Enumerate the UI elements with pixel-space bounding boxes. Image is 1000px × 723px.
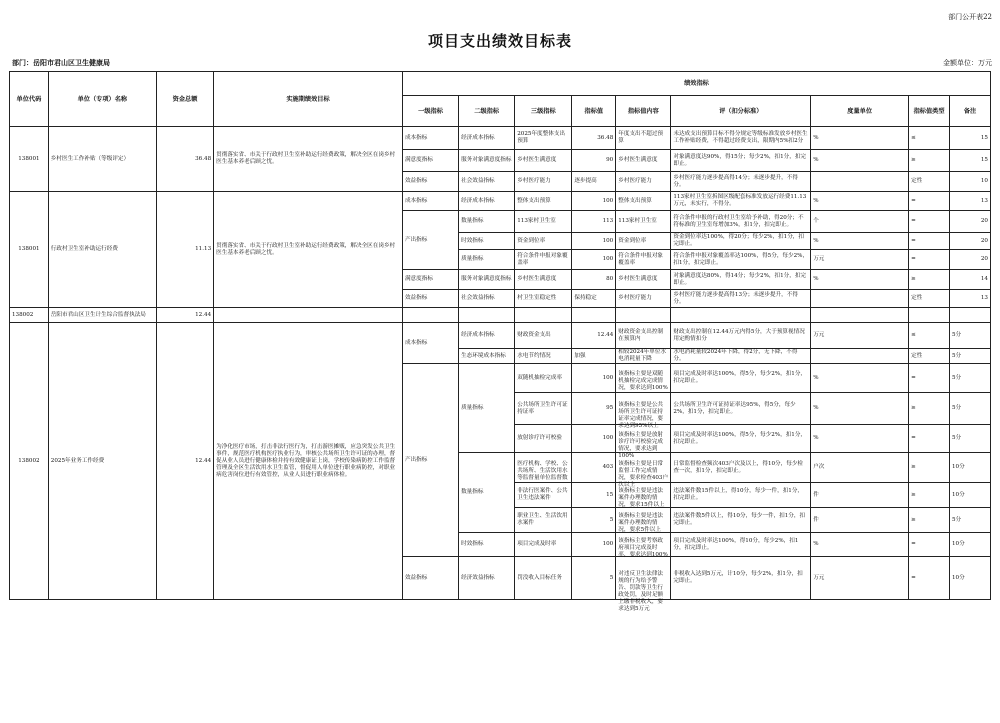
remark-cell: 13 <box>950 290 991 308</box>
remark-cell: 20 <box>950 233 991 250</box>
measure-unit-cell: 万元 <box>811 250 909 270</box>
measure-unit-cell: % <box>811 393 909 425</box>
value-type-cell: = <box>909 557 950 600</box>
level3-cell: 罚没收入目标任务 <box>515 557 572 600</box>
value-content-cell: 该指标主要是公共场所卫生许可证持证率完成情况，要求达到95%以上 <box>616 393 671 425</box>
header-target: 实施期绩效目标 <box>214 72 403 127</box>
empty-cell <box>515 308 572 323</box>
amount-cell: 12.44 <box>156 323 213 600</box>
value-type-cell: = <box>909 364 950 393</box>
scoring-cell: 公共场所卫生许可证持证率达95%，得5分，每少2%，扣1分，扣完即止。 <box>671 393 811 425</box>
level2-cell: 服务对象满意度指标 <box>459 270 515 290</box>
value-cell: 403 <box>572 453 616 483</box>
header-value-content: 指标值内容 <box>616 96 671 127</box>
value-type-cell: ≥ <box>909 270 950 290</box>
level1-cell: 产出指标 <box>402 211 458 270</box>
level3-cell: 职业卫生、生活饮用水案件 <box>515 508 572 533</box>
department-label: 部门：岳阳市君山区卫生健康局 <box>12 58 110 67</box>
measure-unit-cell: % <box>811 150 909 172</box>
value-cell: 36.48 <box>572 127 616 150</box>
value-content-cell: 该指标主要是双随机抽检完成完成情况，要求达到100% <box>616 364 671 393</box>
level3-cell: 财政资金支出 <box>515 323 572 349</box>
empty-cell <box>950 308 991 323</box>
value-cell: 100 <box>572 533 616 557</box>
level3-cell: 非法行医案件、公共卫生违法案件 <box>515 483 572 508</box>
value-cell: 90 <box>572 150 616 172</box>
measure-unit-cell: % <box>811 270 909 290</box>
remark-cell: 20 <box>950 211 991 233</box>
level2-cell: 社会效益指标 <box>459 290 515 308</box>
level2-cell: 经济成本指标 <box>459 323 515 349</box>
level1-cell: 成本指标 <box>402 192 458 211</box>
table-body <box>10 127 991 612</box>
value-cell: 113 <box>572 211 616 233</box>
level1-cell: 效益指标 <box>402 557 458 600</box>
empty-cell <box>214 308 403 323</box>
value-type-cell: ≥ <box>909 393 950 425</box>
remark-cell: 15 <box>950 127 991 150</box>
measure-unit-cell: 件 <box>811 483 909 508</box>
value-type-cell: ≥ <box>909 453 950 483</box>
measure-unit-cell <box>811 290 909 308</box>
unit-code-cell: 138001 <box>10 127 49 192</box>
scoring-cell: 非税收入达到5万元，计10分，每少2%，扣1分，扣完即止。 <box>671 557 811 600</box>
value-content-cell: 该指标主要是违法案件办理数的情况，要求5件以上 <box>616 508 671 533</box>
header-scoring: 评（扣分标准） <box>671 96 811 127</box>
target-cell: 为净化医疗市场，打击非法行医行为，打击游医摊贩，应急突发公共卫生事件，规范医疗机构医疗执业行为，审核公共场所卫生许可证的办理，督促从业人员进行健康体检并持有效健康证上岗，学校传染病防控工作监督管理及全区生活饮用水卫生监管，督促用人单位进行职业病防控，对职业病危害岗位进行有效管控，从业人员进行职业病体检。 <box>214 323 403 600</box>
scoring-cell: 符合条件申报对象覆盖率达100%，得5分，每少2%，扣1分，扣完即止。 <box>671 250 811 270</box>
value-type-cell: = <box>909 233 950 250</box>
remark-cell: 5分 <box>950 425 991 453</box>
level2-cell: 社会效益指标 <box>459 172 515 192</box>
level3-cell: 符合条件申报对象覆盖率 <box>515 250 572 270</box>
value-cell: 12.44 <box>572 323 616 349</box>
value-content-cell: 符合条件申报对象覆盖率 <box>616 250 671 270</box>
unit-code-cell: 138002 <box>10 323 49 600</box>
remark-cell: 13 <box>950 192 991 211</box>
level1-cell: 成本指标 <box>402 127 458 150</box>
level2-cell: 数量指标 <box>459 453 515 533</box>
measure-unit-cell: % <box>811 425 909 453</box>
empty-cell <box>811 308 909 323</box>
remark-cell: 10分 <box>950 483 991 508</box>
table-row <box>10 192 991 211</box>
scoring-cell: 对象满意度达80%，得14分；每少2%，扣1分，扣完即止。 <box>671 270 811 290</box>
remark-cell: 10分 <box>950 453 991 483</box>
value-content-cell: 乡村医生满意度 <box>616 150 671 172</box>
page-title: 项目支出绩效目标表 <box>427 32 572 50</box>
value-cell: 100 <box>572 425 616 453</box>
value-content-cell: 该指标主要是违法案件办理数的情况，要求15件以上 <box>616 483 671 508</box>
level2-cell: 经济成本指标 <box>459 192 515 211</box>
value-content-cell: 整体支出预算 <box>616 192 671 211</box>
amount-unit-label: 金额单位：万元 <box>943 59 992 67</box>
header-value-type: 指标值类型 <box>909 96 950 127</box>
value-cell: 保持稳定 <box>572 290 616 308</box>
level3-cell: 放射诊疗许可校验 <box>515 425 572 453</box>
value-type-cell: = <box>909 533 950 557</box>
value-type-cell: ≤ <box>909 127 950 150</box>
level1-cell: 效益指标 <box>402 290 458 308</box>
level3-cell: 113家村卫生室 <box>515 211 572 233</box>
value-content-cell: 对违反卫生法律法规的行为给予警告、罚款等卫生行政处罚，及时足额上缴非税收入，要求达到5万元 <box>616 557 671 600</box>
measure-unit-cell: % <box>811 192 909 211</box>
unit-code-cell: 138001 <box>10 192 49 308</box>
value-content-cell: 乡村医疗能力 <box>616 172 671 192</box>
value-cell: 95 <box>572 393 616 425</box>
level2-cell: 经济效益指标 <box>459 557 515 600</box>
header-value: 指标值 <box>572 96 616 127</box>
header-indicators: 绩效指标 <box>402 72 990 96</box>
value-cell: 5 <box>572 508 616 533</box>
scoring-cell: 日常监督检查频次403户次及以上，得10分，每少检查一次，扣1分，扣完即止。 <box>671 453 811 483</box>
value-type-cell: = <box>909 425 950 453</box>
scoring-cell: 113家村卫生室拆图区级配套标准发放运行经费11.13万元，未实行，不得分。 <box>671 192 811 211</box>
header-unit-code: 单位代码 <box>10 72 49 127</box>
value-content-cell: 乡村医生满意度 <box>616 270 671 290</box>
scoring-cell: 对象满意度达90%，得15分；每少2%，扣1分，扣完即止。 <box>671 150 811 172</box>
table-row <box>10 323 991 349</box>
level3-cell: 乡村医生满意度 <box>515 150 572 172</box>
scoring-cell: 项目完成及时率达100%，得5分，每少2%，扣1分，扣完即止。 <box>671 364 811 393</box>
header-level2: 二级指标 <box>459 96 515 127</box>
value-cell: 逐步提高 <box>572 172 616 192</box>
header-measure-unit: 度量单位 <box>811 96 909 127</box>
measure-unit-cell: 件 <box>811 508 909 533</box>
scoring-cell: 财政支出控制在12.44万元内得5分，大于预算视情况用定酌情扣分 <box>671 323 811 349</box>
level2-cell: 时效指标 <box>459 233 515 250</box>
scoring-cell: 违法案件数5件以上，得10分，每少一件，扣1分，扣完即止。 <box>671 508 811 533</box>
header-unit-name: 单位（专项）名称 <box>48 72 156 127</box>
page-number: 部门公开表22 <box>948 13 992 21</box>
value-type-cell: 定性 <box>909 349 950 364</box>
value-cell: 15 <box>572 483 616 508</box>
value-type-cell: ≤ <box>909 323 950 349</box>
target-cell: 贯彻落实省、市关于行政村卫生室补助运行经费政策，解决全区在岗乡村医生基本养老后顾之忧。 <box>214 127 403 192</box>
scoring-cell: 乡村医疗能力逐步提高得14分；未逐步提升，不得分。 <box>671 172 811 192</box>
measure-unit-cell: % <box>811 233 909 250</box>
table-row <box>10 127 991 150</box>
header-remark: 备注 <box>950 96 991 127</box>
level1-cell: 成本指标 <box>402 323 458 364</box>
value-type-cell: = <box>909 192 950 211</box>
measure-unit-cell: % <box>811 127 909 150</box>
value-content-cell: 乡村医疗能力 <box>616 290 671 308</box>
scoring-cell: 符合条件申报的行政村卫生室给予补助，得20分；不符标准的卫生室每增加3%，扣1分，扣完即止。 <box>671 211 811 233</box>
value-type-cell: 定性 <box>909 172 950 192</box>
value-cell: 100 <box>572 192 616 211</box>
scoring-cell: 水电消耗量较2024年下降，得2分，无下降，不得分。 <box>671 349 811 364</box>
value-cell: 100 <box>572 364 616 393</box>
performance-table <box>9 71 991 612</box>
remark-cell: 14 <box>950 270 991 290</box>
level2-cell: 时效指标 <box>459 533 515 557</box>
measure-unit-cell: % <box>811 364 909 393</box>
measure-unit-cell <box>811 172 909 192</box>
level1-cell: 产出指标 <box>402 364 458 557</box>
value-type-cell: ≥ <box>909 150 950 172</box>
remark-cell: 5分 <box>950 323 991 349</box>
scoring-cell: 乡村医疗能力逐步提高得13分；未逐步提升，不得分。 <box>671 290 811 308</box>
header-total-funds: 资金总额 <box>156 72 213 127</box>
value-type-cell: = <box>909 211 950 233</box>
value-content-cell: 年度支出不超过预算 <box>616 127 671 150</box>
unit-code-cell: 138002 <box>10 308 49 323</box>
value-cell: 加强 <box>572 349 616 364</box>
value-type-cell: ≥ <box>909 483 950 508</box>
value-type-cell: ≥ <box>909 508 950 533</box>
value-cell: 100 <box>572 233 616 250</box>
value-content-cell: 该指标主要是日常监督工作完成情况，要求检查403户次以上 <box>616 453 671 483</box>
value-content-cell: 该指标主要考察政府项目完成及时率，要求达到100% <box>616 533 671 557</box>
level2-cell: 经济成本指标 <box>459 127 515 150</box>
level3-cell: 医疗机构、学校、公共场所、生活饮用水等监督量单位监督数 <box>515 453 572 483</box>
level3-cell: 乡村医生满意度 <box>515 270 572 290</box>
measure-unit-cell: 万元 <box>811 323 909 349</box>
level2-cell: 数量指标 <box>459 211 515 233</box>
remark-cell: 10 <box>950 172 991 192</box>
level3-cell: 项目完成及时率 <box>515 533 572 557</box>
unit-name-cell: 行政村卫生室补助运行经费 <box>48 192 156 308</box>
level3-cell: 资金到位率 <box>515 233 572 250</box>
level2-cell: 服务对象满意度指标 <box>459 150 515 172</box>
scoring-cell: 违法案件数15件以上，得10分，每少一件，扣1分，扣完即止。 <box>671 483 811 508</box>
remark-cell: 10分 <box>950 533 991 557</box>
value-content-cell: 该指标主要是放射诊疗许可校验完成情况，要求达到100% <box>616 425 671 453</box>
measure-unit-cell <box>811 349 909 364</box>
header-level1: 一级指标 <box>402 96 458 127</box>
header-level3: 三级指标 <box>515 96 572 127</box>
scoring-cell: 未达成支出预算目标不得分规定等级标准发放乡村医生工作补贴经费，不得超过经费支出，限期内5%扣2分 <box>671 127 811 150</box>
level1-cell: 满意度指标 <box>402 270 458 290</box>
value-content-cell: 财政资金支出控制在预算内 <box>616 323 671 349</box>
empty-cell <box>402 308 458 323</box>
scoring-cell: 资金到位率达100%，得20分；每少2%，扣1分，扣完即止。 <box>671 233 811 250</box>
value-cell: 80 <box>572 270 616 290</box>
remark-cell: 5分 <box>950 508 991 533</box>
empty-cell <box>572 308 616 323</box>
remark-cell: 5分 <box>950 349 991 364</box>
level3-cell: 整体支出预算 <box>515 192 572 211</box>
value-type-cell: = <box>909 250 950 270</box>
empty-cell <box>671 308 811 323</box>
target-cell: 贯彻落实省、市关于行政村卫生室补助运行经费政策，解决全区在岗乡村医生基本养老后顾之忧。 <box>214 192 403 308</box>
value-content-cell: 相较2024年单位水电消耗量下降 <box>616 349 671 364</box>
amount-cell: 12.44 <box>156 308 213 323</box>
value-type-cell: 定性 <box>909 290 950 308</box>
level3-cell: 乡村医疗能力 <box>515 172 572 192</box>
level3-cell: 水电节约情况 <box>515 349 572 364</box>
value-cell: 100 <box>572 250 616 270</box>
unit-name-cell: 乡村医生工作补贴（等级评定） <box>48 127 156 192</box>
remark-cell: 5分 <box>950 393 991 425</box>
value-cell: 5 <box>572 557 616 600</box>
amount-cell: 11.13 <box>156 192 213 308</box>
level3-cell: 双随机抽检完成率 <box>515 364 572 393</box>
level2-cell: 生态环境成本指标 <box>459 349 515 364</box>
measure-unit-cell: 户次 <box>811 453 909 483</box>
scoring-cell: 项目完成及时率达100%，得10分，每少2%，扣1分，扣完即止。 <box>671 533 811 557</box>
level1-cell: 效益指标 <box>402 172 458 192</box>
remark-cell: 10分 <box>950 557 991 600</box>
remark-cell: 20 <box>950 250 991 270</box>
remark-cell: 15 <box>950 150 991 172</box>
unit-name-cell: 2025年业务工作经费 <box>48 323 156 600</box>
level3-cell: 村卫生室稳定性 <box>515 290 572 308</box>
scoring-cell: 项目完成及时率达100%，得5分，每少2%，扣1分，扣完即止。 <box>671 425 811 453</box>
level3-cell: 2025年度整体支出预算 <box>515 127 572 150</box>
level3-cell: 公共场所卫生许可证持证率 <box>515 393 572 425</box>
level2-cell: 质量指标 <box>459 250 515 270</box>
remark-cell: 5分 <box>950 364 991 393</box>
level1-cell: 满意度指标 <box>402 150 458 172</box>
value-content-cell: 资金到位率 <box>616 233 671 250</box>
table-row <box>10 308 991 323</box>
empty-cell <box>909 308 950 323</box>
empty-cell <box>616 308 671 323</box>
level2-cell: 质量指标 <box>459 364 515 453</box>
measure-unit-cell: 万元 <box>811 557 909 600</box>
measure-unit-cell: % <box>811 533 909 557</box>
amount-cell: 36.48 <box>156 127 213 192</box>
unit-name-cell: 岳阳市君山区卫生计生综合监督执法局 <box>48 308 156 323</box>
empty-cell <box>459 308 515 323</box>
measure-unit-cell: 个 <box>811 211 909 233</box>
value-content-cell: 113家村卫生室 <box>616 211 671 233</box>
